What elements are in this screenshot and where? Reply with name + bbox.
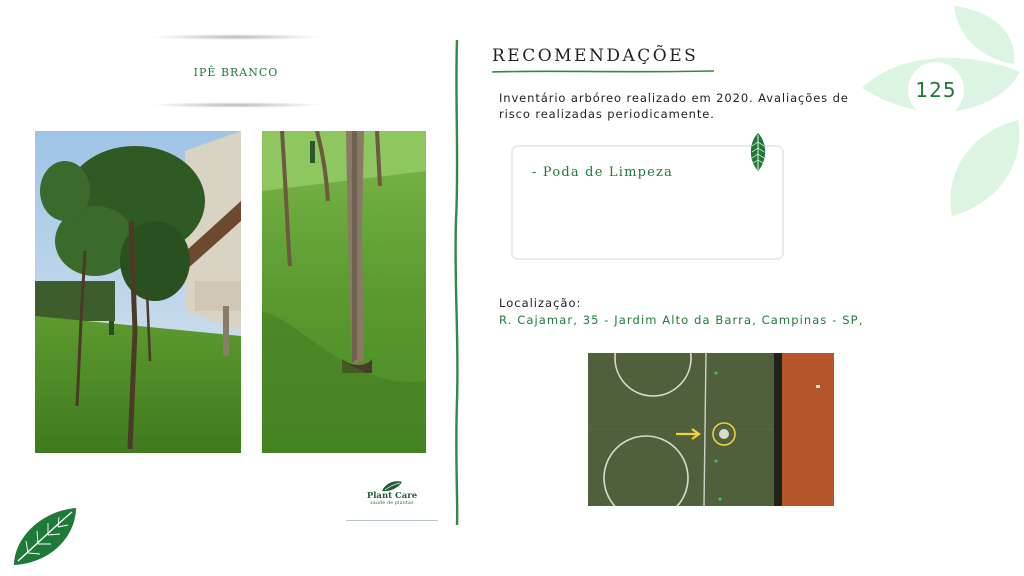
leaf-icon [748,132,768,172]
decorative-leaf-bottom-left [10,505,80,569]
recommendation-item: - Poda de Limpeza [532,165,674,180]
tree-photo-trunk-grass [262,131,426,453]
location-label: Localização: [499,296,582,310]
plant-care-logo [360,480,424,510]
page-number: 125 [915,78,957,102]
species-title-card [150,34,322,108]
species-name: IPÊ BRANCO [193,66,279,79]
logo-name: Plant Care [366,491,418,501]
tree-photo-slope-building [35,131,241,453]
vertical-divider [454,40,460,525]
logo-subtitle: saúde de plantas [370,501,414,506]
section-title: RECOMENDAÇÕES [492,46,699,66]
logo-underline [346,520,438,521]
recommendations-box [511,145,784,260]
card-shadow-top [150,34,322,40]
inventory-text: Inventário arbóreo realizado em 2020. Avaliações de risco realizadas periodicamente. [499,91,849,121]
decorative-leaves-top-right [858,0,1024,228]
location-address: R. Cajamar, 35 - Jardim Alto da Barra, Campinas - SP, [499,313,864,327]
card-shadow-bottom [150,102,322,108]
title-underline [492,69,714,74]
aerial-map-image [588,353,834,506]
